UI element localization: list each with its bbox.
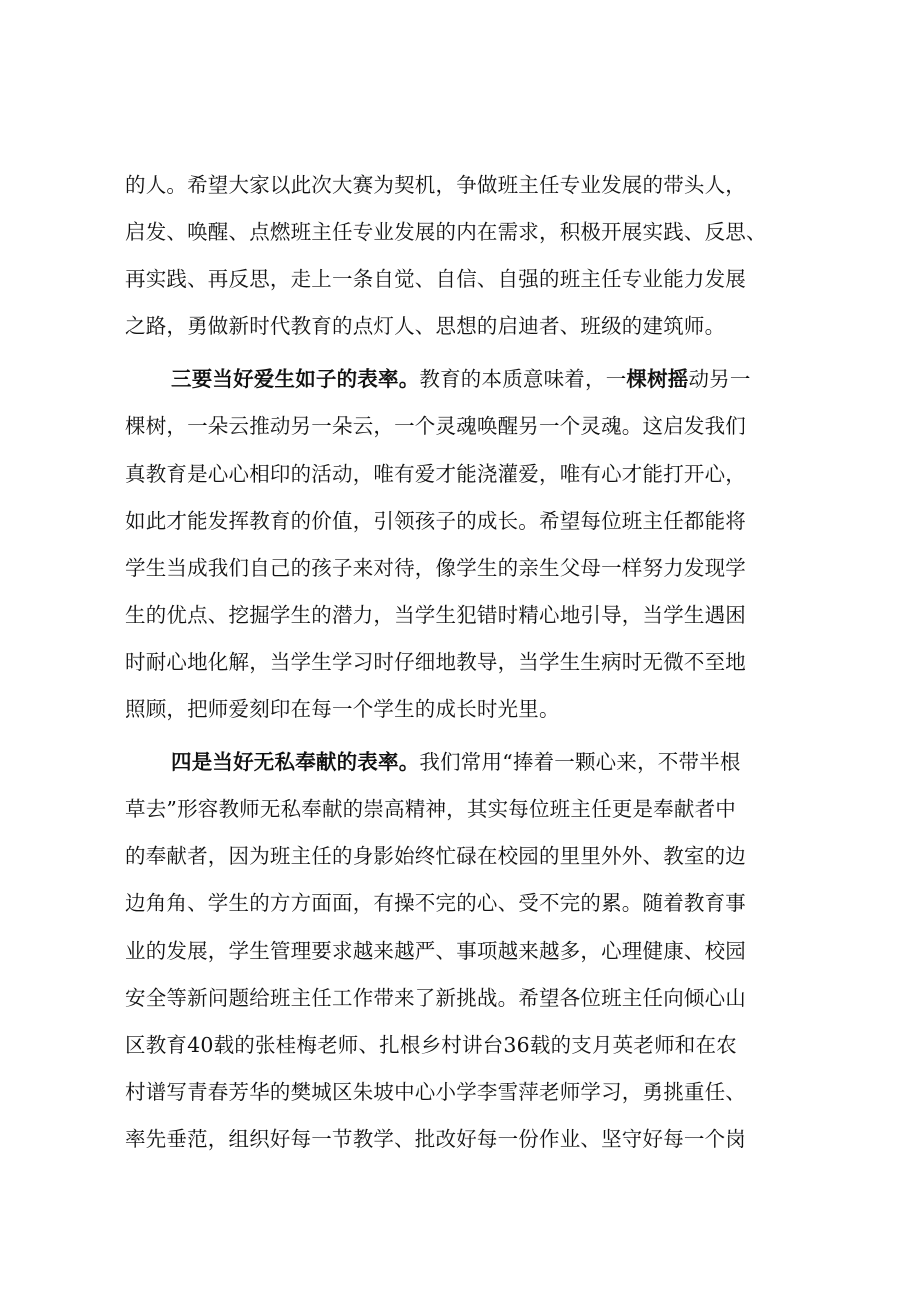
paragraph-3 <box>125 739 825 1163</box>
text-line: 启发、唤醒、点燃班主任专业发展的内在需求，积极开展实践、反思、 <box>125 220 767 245</box>
text-line: 村谱写青春芳华的樊城区朱坡中心小学李雪萍老师学习，勇挑重任、 <box>125 1079 746 1104</box>
text-line: 如此才能发挥教育的价值，引领孩子的成长。希望每位班主任都能将 <box>125 508 746 533</box>
text-line: 边角角、学生的方方面面，有操不完的心、受不完的累。随着教育事 <box>125 891 746 916</box>
bold-phrase: 棵树摇 <box>626 367 689 392</box>
text-line: 四是当好无私奉献的表率。我们常用“捧着一颗心来，不带半根 <box>171 750 741 775</box>
text-line: 时耐心地化解，当学生学习时仔细地教导，当学生生病时无微不至地 <box>125 649 746 674</box>
paragraph-heading: 三要当好爱生如子的表率。 <box>171 367 420 392</box>
text-line: 草去”形容教师无私奉献的崇高精神，其实每位班主任更是奉献者中 <box>125 797 736 822</box>
text-line: 之路，勇做新时代教育的点灯人、思想的启迪者、班级的建筑师。 <box>125 314 726 339</box>
paragraph-2 <box>125 356 825 733</box>
text-line: 学生当成我们自己的孩子来对待，像学生的亲生父母一样努力发现学 <box>125 555 746 580</box>
text-line: 率先垂范，组织好每一节教学、批改好每一份作业、坚守好每一个岗 <box>125 1126 746 1151</box>
text-line: 的奉献者，因为班主任的身影始终忙碌在校园的里里外外、教室的边 <box>125 844 746 869</box>
text-line: 真教育是心心相印的活动，唯有爱才能浇灌爱，唯有心才能打开心， <box>125 461 746 486</box>
paragraph-1 <box>125 162 825 350</box>
text-line: 安全等新问题给班主任工作带来了新挑战。希望各位班主任向倾心山 <box>125 985 746 1010</box>
text-line: 照顾，把师爱刻印在每一个学生的成长时光里。 <box>125 697 560 722</box>
text-line: 业的发展，学生管理要求越来越严、事项越来越多，心理健康、校园 <box>125 938 746 963</box>
text-line: 生的优点、挖掘学生的潜力，当学生犯错时精心地引导，当学生遇困 <box>125 602 746 627</box>
document-body <box>125 162 825 1163</box>
text-line: 三要当好爱生如子的表率。教育的本质意味着，一棵树摇动另一 <box>171 367 751 392</box>
text-line: 的人。希望大家以此次大赛为契机，争做班主任专业发展的带头人， <box>125 173 746 197</box>
text-line: 棵树，一朵云推动另一朵云，一个灵魂唤醒另一个灵魂。这启发我们 <box>125 414 746 439</box>
text-line: 再实践、再反思，走上一条自觉、自信、自强的班主任专业能力发展 <box>125 267 746 292</box>
text-line: 区教育40载的张桂梅老师、扎根乡村讲台36载的支月英老师和在农 <box>125 1032 737 1057</box>
paragraph-heading: 四是当好无私奉献的表率。 <box>171 750 420 775</box>
